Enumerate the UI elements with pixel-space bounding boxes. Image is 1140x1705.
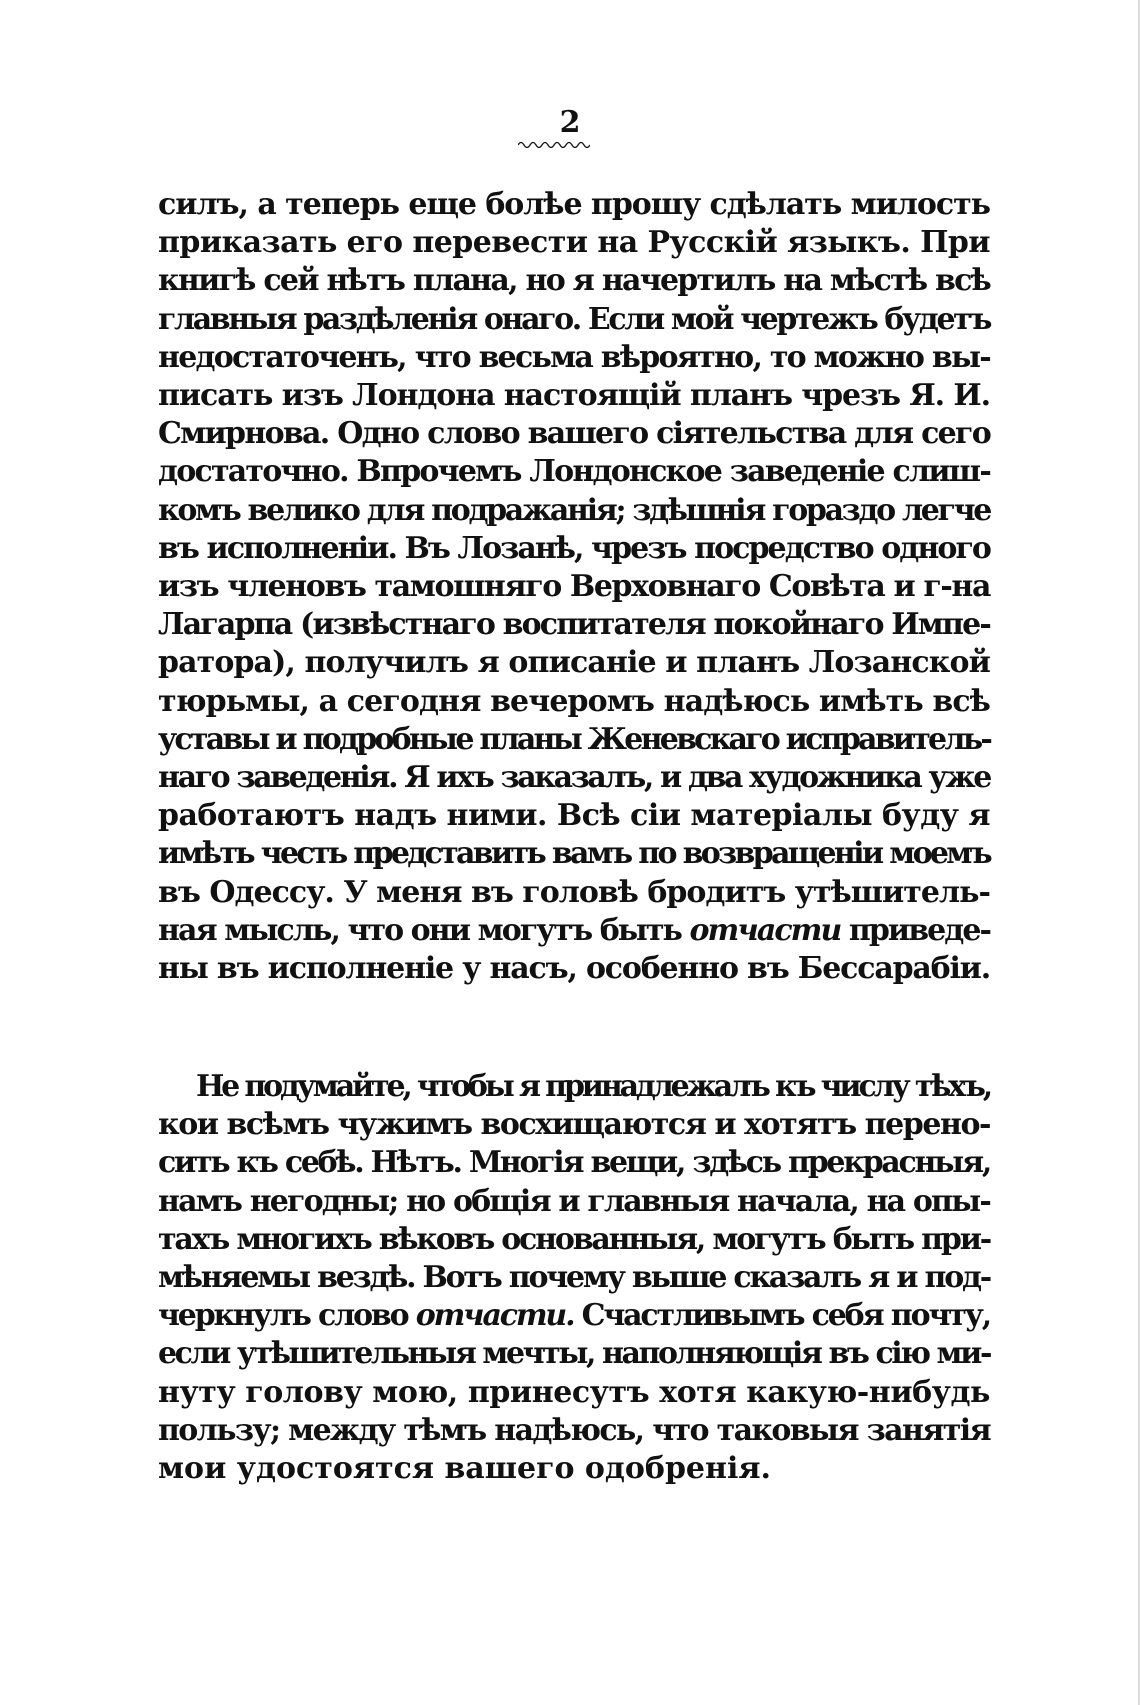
text-line: Лагарпа (извѣстнаго воспитателя покойнаго Импе- (158, 607, 991, 643)
paragraph-2 (158, 1068, 990, 1488)
text-line-with-emphasis (158, 912, 990, 950)
text-line: достаточно. Впрочемъ Лондонское заведеніе слиш- (158, 454, 990, 490)
text-line: тюрьмы, а сегодня вечеромъ надѣюсь имѣть всѣ (158, 683, 991, 719)
text-line: приказать его перевести на Русскій языкъ. При (158, 225, 990, 261)
text-line: ратора), получилъ я описаніе и планъ Лозанской (158, 645, 990, 681)
text-line: писать изъ Лондона настоящій планъ чрезъ Я. И. (158, 378, 990, 414)
text-line: ны въ исполненіе у насъ, особенно въ Бессарабіи. (158, 951, 990, 987)
paragraph-1 (158, 186, 990, 988)
text-line: уставы и подробные планы Женевскаго исправитель- (158, 721, 990, 757)
text-line: сить къ себѣ. Нѣтъ. Многія вещи, здѣсь прекрасныя, (158, 1145, 990, 1181)
italic-emphasis: отчасти. (415, 1298, 574, 1334)
text-line: книгѣ сей нѣтъ плана, но я начертилъ на мѣстѣ всѣ (158, 263, 990, 299)
text-line: наго заведенія. Я ихъ заказалъ, и два художника уже (158, 760, 991, 796)
text-line: Смирнова. Одно слово вашего сіятельства для сего (158, 416, 990, 452)
text-line: главныя раздѣленія онаго. Если мой чертежъ будетъ (158, 301, 990, 337)
text-line: кои всѣмъ чужимъ восхищаются и хотятъ перено- (158, 1107, 990, 1143)
text-line: въ исполненіи. Въ Лозанѣ, чрезъ посредство одного (158, 530, 990, 566)
text-line-indented: Не подумайте, чтобы я принадлежалъ къ числу тѣхъ, (196, 1069, 990, 1104)
text-segment: приведе- (848, 912, 990, 948)
text-line: имѣть честь представить вамъ по возвращеніи моемъ (158, 836, 990, 872)
text-line: пользу; между тѣмъ надѣюсь, что таковыя занятія (158, 1412, 990, 1448)
wavy-ornament-divider (518, 138, 590, 148)
text-line: недостаточенъ, что весьма вѣроятно, то можно вы- (158, 339, 990, 375)
text-line: мѣняемы вездѣ. Вотъ почему выше сказалъ я и под- (158, 1260, 990, 1296)
text-line-with-emphasis (158, 1297, 990, 1335)
text-segment: ная мысль, что они могутъ быть (158, 912, 681, 948)
text-segment: Счастливымъ себя почту, (581, 1298, 990, 1334)
text-line: комъ велико для подражанія; здѣшнія гораздо легче (158, 492, 990, 528)
text-line: въ Одессу. У меня въ головѣ бродитъ утѣшитель- (158, 874, 990, 910)
text-line: намъ негодны; но общія и главныя начала, на опы- (158, 1183, 990, 1219)
page-number: 2 (559, 105, 581, 140)
text-line: изъ членовъ тамошняго Верховнаго Совѣта и г-на (158, 569, 990, 605)
text-line-last: мои удостоятся вашего одобренія. (158, 1451, 771, 1487)
text-line: силъ, а теперь еще болѣе прошу сдѣлать милость (158, 187, 990, 222)
text-segment: черкнулъ слово (158, 1298, 408, 1334)
text-line: нуту голову мою, принесутъ хотя какую-нибудь (158, 1374, 990, 1410)
text-line: если утѣшительныя мечты, наполняющія въ сію ми- (158, 1336, 990, 1372)
text-line: работаютъ надъ ними. Всѣ сіи матеріалы буду я (158, 798, 990, 834)
text-line: тахъ многихъ вѣковъ основанныя, могутъ быть при- (158, 1221, 990, 1257)
italic-emphasis: отчасти (689, 912, 841, 948)
